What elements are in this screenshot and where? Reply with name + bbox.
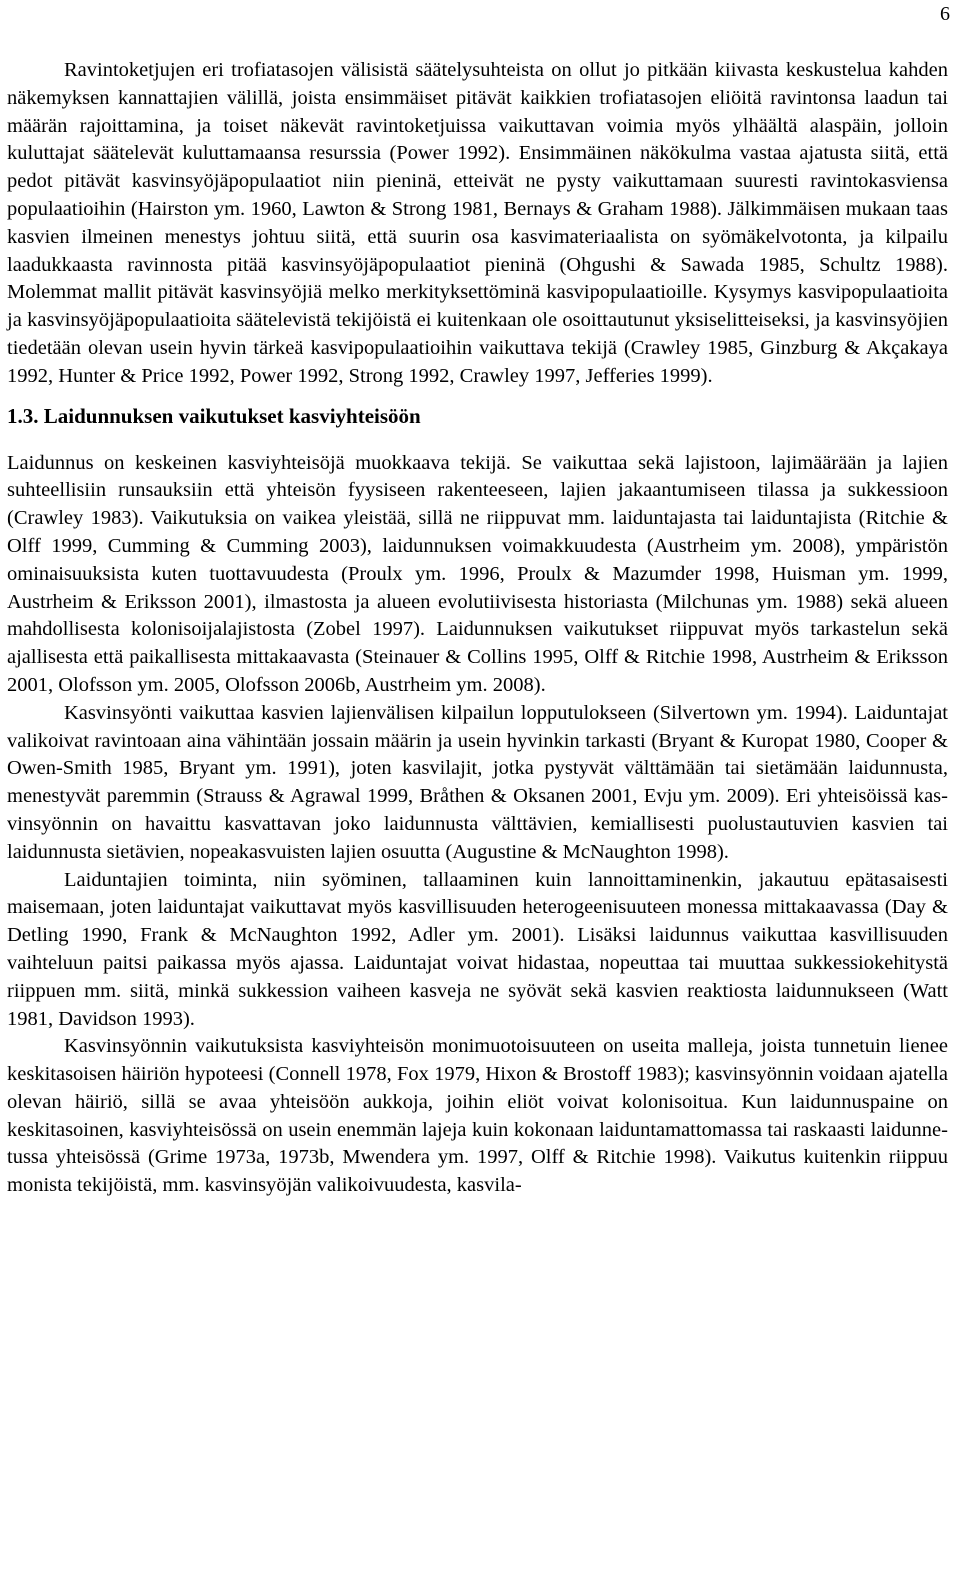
document-body [7, 57, 948, 1200]
section-heading: 1.3. Laidunnuksen vaikutukset kasviyhteisöön [7, 403, 421, 428]
page-number: 6 [940, 3, 950, 25]
paragraph-herbivory-competition: Kasvinsyönti vaikuttaa kasvien lajienvälisen kilpailun lopputulokseen (Silvertown ym. 1994). Laiduntajat valikoivat ravintoaan aina vähintään jossain määrin ja usein hyvinkin tarkasti (Bryant & Kuropat 1980, Cooper & Owen-Smith 1985, Bryant ym. 1991), joten kasvilajit, jotka pystyvät välttämään tai sietämään laidunnusta, menestyvät paremmin (Strauss & Agrawal 1999, Bråthen & Oksanen 2001, Evju ym. 2009). Eri yhteisöissä kasvinsyönnin on havaittu kasvattavan joko laidunnusta välttävien, kemiallisesti puolustautuvien kasvien tai laidunnusta sietävien, nopeakasvuisten lajien osuutta (Augustine & McNaughton 1998). [7, 701, 948, 863]
paragraph-grazer-heterogeneity: Laiduntajien toiminta, niin syöminen, tallaaminen kuin lannoittaminenkin, jakautuu epätasaisesti maisemaan, joten laiduntajat vaikuttavat myös kasvillisuuden heterogeenisuuteen monessa mittakaavassa (Day & Detling 1990, Frank & McNaughton 1992, Adler ym. 2001). Lisäksi laidunnus vaikuttaa kasvillisuuden vaihteluun paitsi paikassa myös ajassa. Laiduntajat voivat hidastaa, nopeuttaa tai muuttaa sukkessiokehitystä riippuen mm. siitä, minkä sukkession vaiheen kasveja ne syövät sekä kasvien reaktiosta laidunnukseen (Watt 1981, Davidson 1993). [7, 868, 948, 1030]
paragraph-diversity-models: Kasvinsyönnin vaikutuksista kasviyhteisön monimuotoisuuteen on useita malleja, joista tunnetuin lienee keskitasoisen häiriön hypoteesi (Connell 1978, Fox 1979, Hixon & Brostoff 1983); kasvinsyönnin voidaan ajatella olevan häiriö, sillä se avaa yhteisöön aukkoja, joihin eliöt voivat kolonisoitua. Kun laidunnuspaine on keskitasoinen, kasviyhteisössä on usein enemmän lajeja kuin kokonaan laiduntamattomassa tai raskaasti laidunnetussa yhteisössä (Grime 1973a, 1973b, Mwendera ym. 1997, Olff & Ritchie 1998). Vaikutus kuitenkin riippuu monista tekijöistä, mm. kasvinsyöjän valikoivuudesta, kasvila- [7, 1035, 948, 1197]
paragraph-trophic-regulation: Ravintoketjujen eri trofiatasojen välisistä säätelysuhteista on ollut jo pitkään kiivasta keskustelua kahden näkemyksen kannattajien välillä, joista ensimmäiset pitävät kaikkien trofiatasojen eliöitä ravintonsa laadun tai määrän rajoittamina, ja toiset näkevät ravintoketjuissa vaikuttavan voimia myös ylhäältä alaspäin, jolloin kuluttajat säätelevät kuluttamaansa resurssia (Power 1992). Ensimmäinen näkökulma vastaa ajatusta siitä, että pedot pitävät kasvinsyöjäpopulaatiot niin pieninä, etteivät ne pysty vaikuttamaan suuresti ravintokasviensa populaatioihin (Hairston ym. 1960, Lawton & Strong 1981, Bernays & Graham 1988). Jälkimmäisen mukaan taas kasvien ilmeinen menestys johtuu siitä, että suurin osa kasvimateriaalista on syömäkelvotonta, ja kilpailu laadukkaasta ravinnosta pitää kasvinsyöjäpopulaatiot pieninä (Ohgushi & Sawada 1985, Schultz 1988). Molemmat mallit pitävät kasvinsyöjiä melko merkityksettöminä kasvipopulaatioille. Kysymys kasvipopulaatioita ja kasvinsyöjäpopulaatioita säätelevistä tekijöistä ei kuitenkaan ole osoittautunut yksiselitteiseksi, ja kasvinsyöjien tiedetään olevan usein hyvin tärkeä kasvipopulaatioihin vaikuttava tekijä (Crawley 1985, Ginzburg & Akçakaya 1992, Hunter & Price 1992, Power 1992, Strong 1992, Crawley 1997, Jefferies 1999). [7, 59, 948, 387]
paragraph-grazing-effects: Laidunnus on keskeinen kasviyhteisöjä muokkaava tekijä. Se vaikuttaa sekä lajistoon, lajimäärään ja lajien suhteellisiin runsauksiin että yhteisön fyysiseen rakenteeseen, lajien jakaantumiseen tilassa ja sukkessioon (Crawley 1983). Vaikutuksia on vaikea yleistää, sillä ne riippuvat mm. laiduntajasta tai laiduntajista (Ritchie & Olff 1999, Cumming & Cumming 2003), laidunnuksen voimakkuudesta (Austrheim ym. 2008), ympäristön ominaisuuksista kuten tuottavuudesta (Proulx ym. 1996, Proulx & Mazumder 1998, Huisman ym. 1999, Austrheim & Eriksson 2001), ilmastosta ja alueen evolutiivisesta historiasta (Milchunas ym. 1988) sekä alueen mahdollisesta kolonisoijalajistosta (Zobel 1997). Laidunnuksen vaikutukset riippuvat myös tarkastelun sekä ajallisesta että paikallisesta mittakaavasta (Steinauer & Collins 1995, Olff & Ritchie 1998, Austrheim & Eriksson 2001, Olofsson ym. 2005, Olofsson 2006b, Austrheim ym. 2008). [7, 451, 948, 696]
